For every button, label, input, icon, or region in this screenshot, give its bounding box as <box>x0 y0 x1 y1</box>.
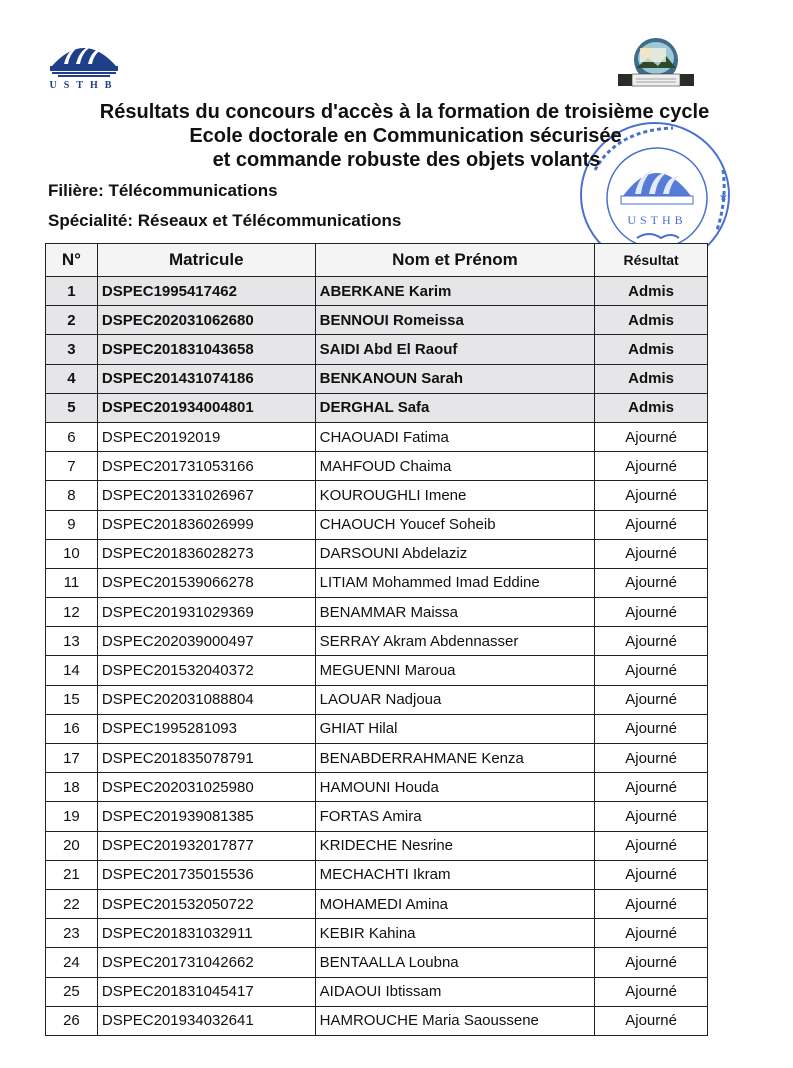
row-resultat: Ajourné <box>595 831 708 860</box>
row-nom-prenom: CHAOUADI Fatima <box>315 422 595 451</box>
boumerdes-logo <box>618 36 694 96</box>
table-row <box>46 948 708 977</box>
row-matricule: DSPEC202031062680 <box>97 306 315 335</box>
row-matricule: DSPEC201836026999 <box>97 510 315 539</box>
row-matricule: DSPEC201934032641 <box>97 1006 315 1035</box>
table-row <box>46 889 708 918</box>
table-row <box>46 919 708 948</box>
table-row <box>46 598 708 627</box>
usthb-logo <box>46 36 122 94</box>
row-resultat: Ajourné <box>595 452 708 481</box>
header-matricule: Matricule <box>97 244 315 277</box>
row-matricule: DSPEC201831032911 <box>97 919 315 948</box>
row-number: 23 <box>46 919 98 948</box>
table-row <box>46 452 708 481</box>
row-nom-prenom: LAOUAR Nadjoua <box>315 685 595 714</box>
filiere-label: Filière: Télécommunications <box>48 181 278 200</box>
row-nom-prenom: DERGHAL Safa <box>315 393 595 422</box>
row-resultat: Ajourné <box>595 919 708 948</box>
table-row <box>46 422 708 451</box>
table-row <box>46 306 708 335</box>
row-number: 2 <box>46 306 98 335</box>
row-nom-prenom: MECHACHTI Ikram <box>315 860 595 889</box>
table-row <box>46 685 708 714</box>
row-matricule: DSPEC202031025980 <box>97 773 315 802</box>
row-nom-prenom: KOUROUGHLI Imene <box>315 481 595 510</box>
row-resultat: Admis <box>595 306 708 335</box>
table-row <box>46 831 708 860</box>
row-nom-prenom: KRIDECHE Nesrine <box>315 831 595 860</box>
row-resultat: Ajourné <box>595 656 708 685</box>
row-number: 7 <box>46 452 98 481</box>
row-matricule: DSPEC201931029369 <box>97 598 315 627</box>
row-matricule: DSPEC202039000497 <box>97 627 315 656</box>
row-resultat: Ajourné <box>595 422 708 451</box>
row-matricule: DSPEC201532050722 <box>97 889 315 918</box>
title-line-3: et commande robuste des objets volants <box>212 149 601 171</box>
row-resultat: Ajourné <box>595 510 708 539</box>
row-matricule: DSPEC201835078791 <box>97 744 315 773</box>
row-nom-prenom: MAHFOUD Chaima <box>315 452 595 481</box>
row-matricule: DSPEC201836028273 <box>97 539 315 568</box>
table-row <box>46 627 708 656</box>
row-number: 15 <box>46 685 98 714</box>
row-resultat: Admis <box>595 364 708 393</box>
row-nom-prenom: BENNOUI Romeissa <box>315 306 595 335</box>
header-resultat: Résultat <box>595 244 708 277</box>
row-resultat: Admis <box>595 393 708 422</box>
table-row <box>46 802 708 831</box>
row-number: 16 <box>46 714 98 743</box>
row-matricule: DSPEC201431074186 <box>97 364 315 393</box>
table-row <box>46 481 708 510</box>
row-nom-prenom: SERRAY Akram Abdennasser <box>315 627 595 656</box>
row-nom-prenom: GHIAT Hilal <box>315 714 595 743</box>
row-resultat: Ajourné <box>595 948 708 977</box>
row-matricule: DSPEC201831043658 <box>97 335 315 364</box>
row-number: 25 <box>46 977 98 1006</box>
row-nom-prenom: BENTAALLA Loubna <box>315 948 595 977</box>
row-nom-prenom: AIDAOUI Ibtissam <box>315 977 595 1006</box>
table-row <box>46 335 708 364</box>
row-nom-prenom: BENABDERRAHMANE Kenza <box>315 744 595 773</box>
row-nom-prenom: ABERKANE Karim <box>315 277 595 306</box>
row-resultat: Ajourné <box>595 598 708 627</box>
row-resultat: Admis <box>595 277 708 306</box>
table-row <box>46 393 708 422</box>
table-row <box>46 277 708 306</box>
row-nom-prenom: DARSOUNI Abdelaziz <box>315 539 595 568</box>
row-nom-prenom: MEGUENNI Maroua <box>315 656 595 685</box>
row-resultat: Ajourné <box>595 568 708 597</box>
row-nom-prenom: HAMROUCHE Maria Saoussene <box>315 1006 595 1035</box>
results-table-body <box>46 277 708 1036</box>
table-row <box>46 539 708 568</box>
row-number: 20 <box>46 831 98 860</box>
row-nom-prenom: LITIAM Mohammed Imad Eddine <box>315 568 595 597</box>
specialite-label: Spécialité: Réseaux et Télécommunications <box>48 211 402 230</box>
document-title <box>0 100 793 172</box>
header-number: N° <box>46 244 98 277</box>
title-line-2: Ecole doctorale en Communication sécurisée <box>189 125 622 147</box>
table-header-row <box>46 244 708 277</box>
row-resultat: Ajourné <box>595 539 708 568</box>
row-nom-prenom: MOHAMEDI Amina <box>315 889 595 918</box>
row-nom-prenom: SAIDI Abd El Raouf <box>315 335 595 364</box>
row-number: 18 <box>46 773 98 802</box>
usthb-dome-icon <box>46 36 122 80</box>
row-resultat: Ajourné <box>595 977 708 1006</box>
row-number: 17 <box>46 744 98 773</box>
row-resultat: Ajourné <box>595 860 708 889</box>
title-line-1: Résultats du concours d'accès à la formation de troisième cycle <box>99 101 710 123</box>
row-resultat: Ajourné <box>595 1006 708 1035</box>
row-number: 14 <box>46 656 98 685</box>
row-resultat: Ajourné <box>595 773 708 802</box>
header-nom-prenom: Nom et Prénom <box>315 244 595 277</box>
usthb-logo-caption: USTHB <box>49 80 119 91</box>
row-matricule: DSPEC201539066278 <box>97 568 315 597</box>
row-resultat: Ajourné <box>595 481 708 510</box>
row-resultat: Ajourné <box>595 744 708 773</box>
row-matricule: DSPEC1995281093 <box>97 714 315 743</box>
table-row <box>46 977 708 1006</box>
row-matricule: DSPEC201331026967 <box>97 481 315 510</box>
table-row <box>46 773 708 802</box>
row-number: 22 <box>46 889 98 918</box>
svg-text:USTHB: USTHB <box>627 213 687 227</box>
row-matricule: DSPEC202031088804 <box>97 685 315 714</box>
row-nom-prenom: HAMOUNI Houda <box>315 773 595 802</box>
table-row <box>46 510 708 539</box>
row-resultat: Admis <box>595 335 708 364</box>
row-matricule: DSPEC201932017877 <box>97 831 315 860</box>
row-matricule: DSPEC201831045417 <box>97 977 315 1006</box>
table-row <box>46 714 708 743</box>
row-resultat: Ajourné <box>595 802 708 831</box>
row-number: 10 <box>46 539 98 568</box>
row-number: 8 <box>46 481 98 510</box>
row-matricule: DSPEC201731053166 <box>97 452 315 481</box>
row-matricule: DSPEC201934004801 <box>97 393 315 422</box>
table-row <box>46 860 708 889</box>
table-row <box>46 364 708 393</box>
row-number: 5 <box>46 393 98 422</box>
row-matricule: DSPEC201939081385 <box>97 802 315 831</box>
row-nom-prenom: KEBIR Kahina <box>315 919 595 948</box>
row-number: 1 <box>46 277 98 306</box>
svg-text:★: ★ <box>719 192 728 203</box>
table-row <box>46 656 708 685</box>
row-number: 12 <box>46 598 98 627</box>
row-matricule: DSPEC1995417462 <box>97 277 315 306</box>
row-number: 9 <box>46 510 98 539</box>
row-number: 24 <box>46 948 98 977</box>
row-matricule: DSPEC201735015536 <box>97 860 315 889</box>
row-nom-prenom: BENAMMAR Maissa <box>315 598 595 627</box>
row-number: 21 <box>46 860 98 889</box>
row-number: 4 <box>46 364 98 393</box>
row-matricule: DSPEC201532040372 <box>97 656 315 685</box>
row-nom-prenom: FORTAS Amira <box>315 802 595 831</box>
row-resultat: Ajourné <box>595 889 708 918</box>
table-row <box>46 744 708 773</box>
row-number: 6 <box>46 422 98 451</box>
row-number: 3 <box>46 335 98 364</box>
row-resultat: Ajourné <box>595 627 708 656</box>
row-nom-prenom: CHAOUCH Youcef Soheib <box>315 510 595 539</box>
row-number: 26 <box>46 1006 98 1035</box>
results-table <box>45 243 708 1036</box>
table-row <box>46 568 708 597</box>
row-resultat: Ajourné <box>595 685 708 714</box>
row-matricule: DSPEC20192019 <box>97 422 315 451</box>
boumerdes-emblem-icon <box>618 36 694 96</box>
table-row <box>46 1006 708 1035</box>
row-nom-prenom: BENKANOUN Sarah <box>315 364 595 393</box>
row-resultat: Ajourné <box>595 714 708 743</box>
row-matricule: DSPEC201731042662 <box>97 948 315 977</box>
row-number: 13 <box>46 627 98 656</box>
row-number: 11 <box>46 568 98 597</box>
row-number: 19 <box>46 802 98 831</box>
